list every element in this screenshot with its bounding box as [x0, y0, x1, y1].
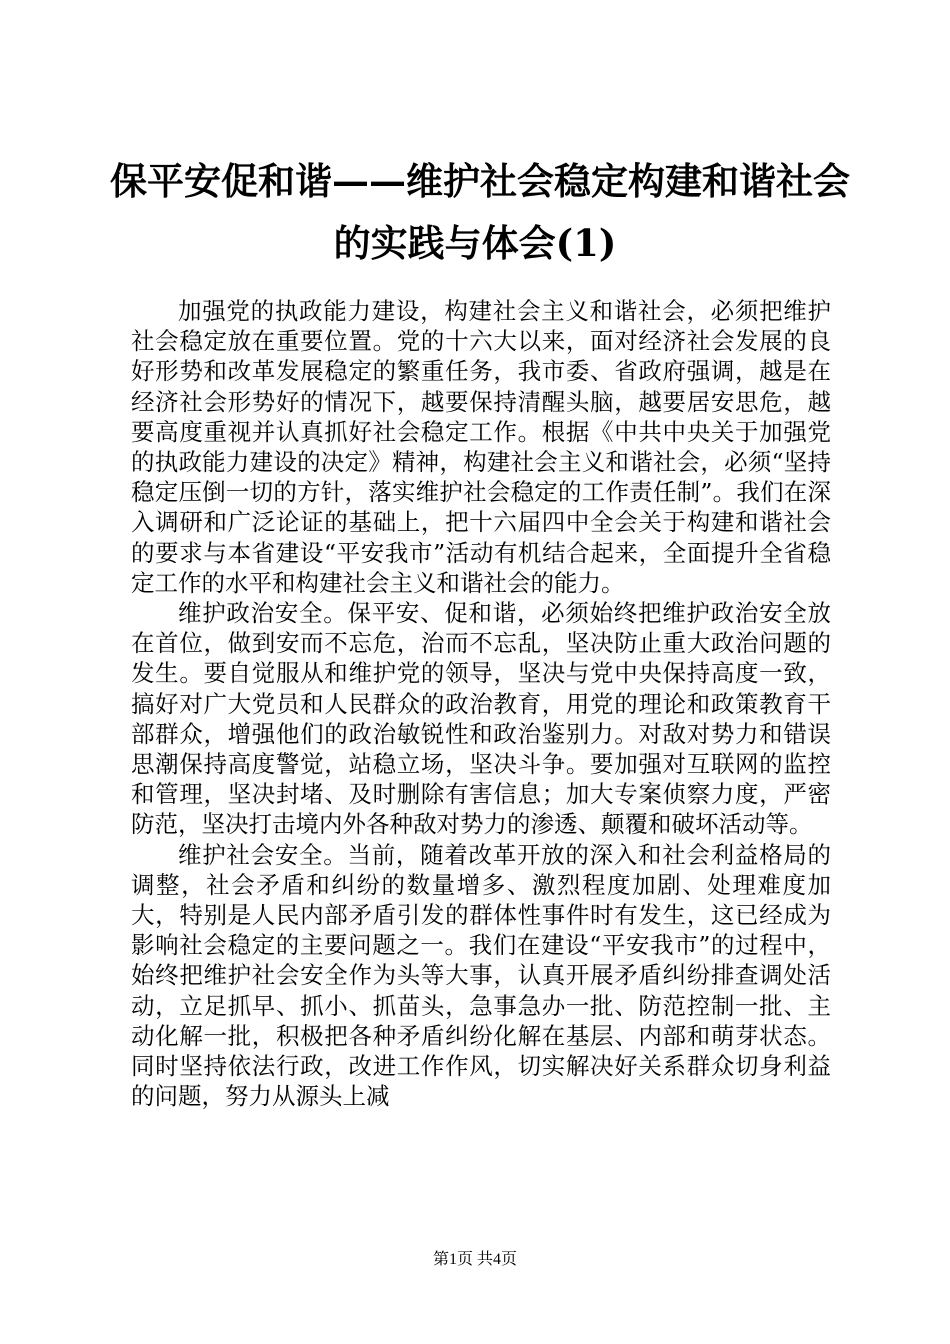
document-title-line-1: 保平安促和谐——维护社会稳定构建和谐社会	[110, 159, 850, 203]
paragraph-2: 维护政治安全。保平安、促和谐，必须始终把维护政治安全放在首位，做到安而不忘危，治而不忘乱，坚决防止重大政治问题的发生。要自觉服从和维护党的领导，坚决与党中央保持高度一致，搞好对广大党员和人民群众的政治教育，用党的理论和政策教育干部群众，增强他们的政治敏锐性和政治鉴别力。对敌对势力和错误思潮保持高度警觉，站稳立场，坚决斗争。要加强对互联网的监控和管理，坚决封堵、及时删除有害信息；加大专案侦察力度，严密防范，坚决打击境内外各种敌对势力的渗透、颠覆和破坏活动等。	[131, 599, 831, 839]
paragraph-1: 加强党的执政能力建设，构建社会主义和谐社会，必须把维护社会稳定放在重要位置。党的十六大以来，面对经济社会发展的良好形势和改革发展稳定的繁重任务，我市委、省政府强调，越是在经济社会形势好的情况下，越要保持清醒头脑，越要居安思危，越要高度重视并认真抓好社会稳定工作。根据《中共中央关于加强党的执政能力建设的决定》精神，构建社会主义和谐社会，必须“坚持稳定压倒一切的方针，落实维护社会稳定的工作责任制”。我们在深入调研和广泛论证的基础上，把十六届四中全会关于构建和谐社会的要求与本省建设“平安我市”活动有机结合起来，全面提升全省稳定工作的水平和构建社会主义和谐社会的能力。	[131, 297, 831, 597]
paragraph-3: 维护社会安全。当前，随着改革开放的深入和社会利益格局的调整，社会矛盾和纠纷的数量增多、激烈程度加剧、处理难度加大，特别是人民内部矛盾引发的群体性事件时有发生，这已经成为影响社会稳定的主要问题之一。我们在建设“平安我市”的过程中，始终把维护社会安全作为头等大事，认真开展矛盾纠纷排查调处活动，立足抓早、抓小、抓苗头，急事急办一批、防范控制一批、主动化解一批，积极把各种矛盾纠纷化解在基层、内部和萌芽状态。同时坚持依法行政，改进工作作风，切实解决好关系群众切身利益的问题，努力从源头上减	[131, 840, 831, 1111]
page-footer: 第1页 共4页	[432, 1251, 517, 1268]
document-body	[131, 296, 831, 1111]
document-title-line-2: 的实践与体会(1)	[333, 221, 617, 265]
